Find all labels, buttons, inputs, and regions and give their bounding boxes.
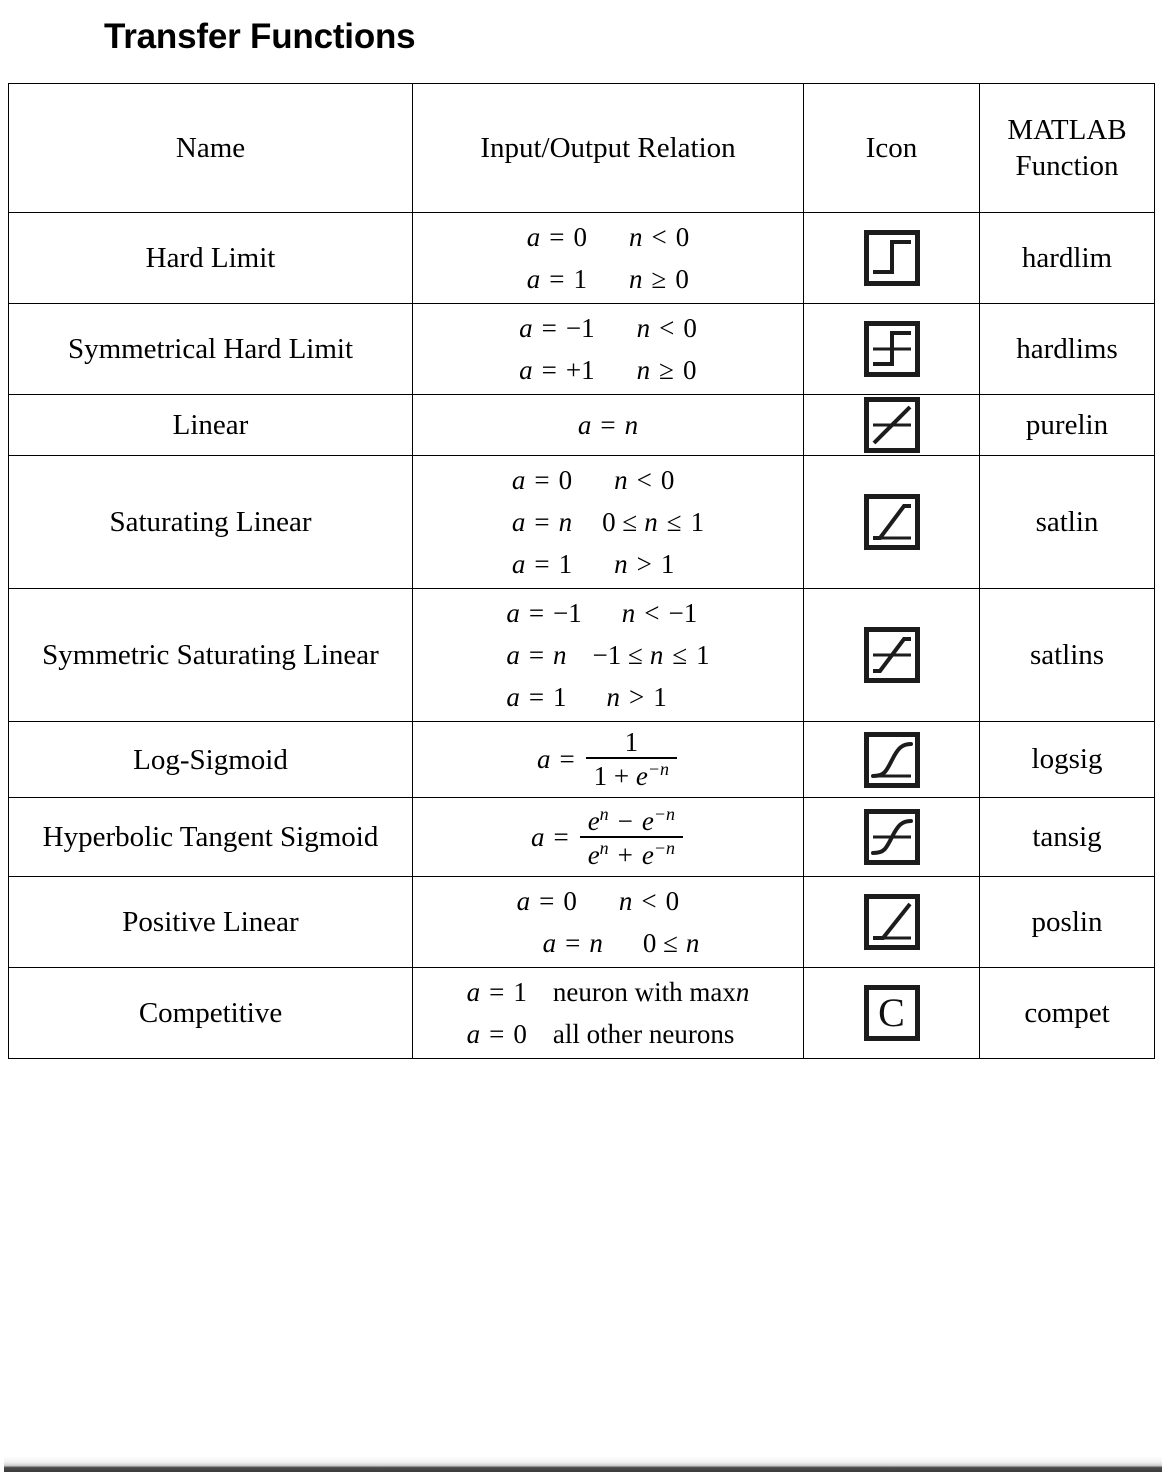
denominator-operator: + (617, 840, 633, 870)
fraction-denominator (586, 759, 677, 791)
math-op: = (489, 1018, 505, 1049)
cond-var: n (636, 354, 651, 385)
row-relation (413, 304, 804, 395)
denominator-prefix: 1 + (593, 761, 636, 791)
fraction (580, 804, 683, 870)
relation-text: neuron with max (552, 976, 736, 1007)
cond-op: < (641, 885, 657, 916)
table-row (9, 968, 1155, 1059)
math-value: 1 (558, 548, 573, 579)
math-value: 0 (563, 885, 577, 916)
tansig-sigmoid-icon (864, 809, 920, 865)
math-var: a (506, 681, 520, 712)
cond-value: 0 (675, 263, 689, 294)
math-value: 1 (513, 976, 527, 1007)
cond-var: n (629, 221, 643, 252)
row-icon (804, 304, 980, 395)
cond-var: n (649, 639, 664, 670)
denominator-base-1: e (587, 840, 600, 870)
row-name: Competitive (9, 968, 413, 1059)
cond-op: < (659, 312, 675, 343)
numerator-exponent-1: n (599, 804, 609, 824)
row-icon (804, 722, 980, 798)
cond-pre: −1 ≤ (592, 639, 643, 670)
column-header-icon: Icon (804, 84, 980, 213)
math-var: a (506, 597, 520, 628)
table-header-row (9, 84, 1155, 213)
math-value: −1 (565, 312, 595, 343)
row-relation (413, 798, 804, 877)
cond-var: n (618, 885, 633, 916)
fraction-denominator (580, 838, 683, 870)
cond-op: ≥ (659, 354, 674, 385)
row-matlab-function: hardlim (980, 213, 1155, 304)
row-matlab-function: satlin (980, 456, 1155, 589)
denominator-base: e (635, 761, 648, 791)
satlins-ramp-icon (864, 627, 920, 683)
page-title: Transfer Functions (104, 17, 416, 56)
row-matlab-function: compet (980, 968, 1155, 1059)
cond-pre: 0 ≤ (602, 506, 638, 537)
math-var: a (466, 1018, 481, 1049)
cond-value: 0 (682, 354, 697, 385)
math-value: 0 (513, 1018, 527, 1049)
cond-var: n (685, 927, 700, 958)
math-var: a (519, 354, 533, 385)
numerator-base-2: e (641, 806, 654, 836)
row-matlab-function: satlins (980, 589, 1155, 722)
row-matlab-function: hardlims (980, 304, 1155, 395)
row-matlab-function: tansig (980, 798, 1155, 877)
table-row (9, 213, 1155, 304)
cond-var: n (621, 597, 636, 628)
cond-op: > (629, 681, 645, 712)
cond-value: 0 (675, 221, 690, 252)
math-var: a (506, 639, 520, 670)
math-op: = (528, 639, 545, 670)
hardlims-step-icon (864, 321, 920, 377)
cond-var: n (606, 681, 621, 712)
logsig-sigmoid-icon (864, 732, 920, 788)
column-header-matlab-line1: MATLAB (1007, 114, 1127, 146)
math-value: −1 (553, 597, 582, 628)
math-op: = (559, 744, 575, 774)
row-relation (413, 456, 804, 589)
table-row (9, 304, 1155, 395)
row-icon (804, 213, 980, 304)
relation-text-var: n (735, 976, 750, 1007)
math-value: n (558, 506, 573, 537)
math-op: = (539, 885, 555, 916)
math-op: = (489, 976, 505, 1007)
table-row (9, 798, 1155, 877)
row-relation (413, 722, 804, 798)
cond-value: 1 (660, 548, 675, 579)
row-icon (804, 877, 980, 968)
cond-var: n (614, 548, 628, 579)
row-name: Saturating Linear (9, 456, 413, 589)
math-var: a (466, 976, 481, 1007)
math-value: 1 (573, 263, 587, 294)
math-var: a (542, 927, 557, 958)
row-relation (413, 589, 804, 722)
math-var: a (526, 221, 541, 252)
row-relation (413, 395, 804, 456)
math-op: = (565, 927, 581, 958)
math-var: a (536, 744, 551, 774)
column-header-matlab-line2: Function (1015, 150, 1119, 182)
row-icon (804, 395, 980, 456)
cond-value: 1 (653, 681, 667, 712)
math-var: a (511, 464, 526, 495)
table-row (9, 395, 1155, 456)
math-op: = (549, 221, 565, 252)
math-var: a (577, 409, 592, 440)
math-op: = (528, 681, 545, 712)
row-name: Log-Sigmoid (9, 722, 413, 798)
satlin-ramp-icon (864, 494, 920, 550)
row-matlab-function: poslin (980, 877, 1155, 968)
compet-letter-c-icon: C (864, 985, 920, 1041)
row-name: Hyperbolic Tangent Sigmoid (9, 798, 413, 877)
cond-op: > (636, 548, 652, 579)
table-row (9, 877, 1155, 968)
row-icon (804, 968, 980, 1059)
math-value: +1 (565, 354, 595, 385)
purelin-line-icon (864, 397, 920, 453)
denominator-base-2: e (641, 840, 654, 870)
cond-value: 0 (665, 885, 680, 916)
cond-value: −1 (668, 597, 698, 628)
math-var: a (516, 885, 531, 916)
numerator-operator: − (617, 806, 633, 836)
cond-var: n (614, 464, 628, 495)
cond-value: 0 (660, 464, 675, 495)
math-op: = (534, 548, 550, 579)
cond-op: ≤ (666, 506, 682, 537)
math-var: a (511, 548, 526, 579)
relation-text: all other neurons (552, 1018, 735, 1049)
cond-value: 0 (683, 312, 697, 343)
cond-op: ≤ (672, 639, 688, 670)
math-op: = (534, 464, 550, 495)
math-value: 0 (573, 221, 587, 252)
cond-op: < (644, 597, 660, 628)
table-row (9, 722, 1155, 798)
math-op: = (541, 312, 557, 343)
fraction-numerator (580, 804, 683, 836)
cond-op: < (636, 464, 652, 495)
math-op: = (549, 263, 565, 294)
numerator-exponent-2: −n (653, 804, 676, 824)
row-icon (804, 798, 980, 877)
cond-op: ≥ (651, 263, 667, 294)
cond-var: n (644, 506, 658, 537)
hardlim-step-icon (864, 230, 920, 286)
cond-var: n (636, 312, 651, 343)
denominator-exponent-1: n (599, 838, 609, 858)
row-name: Positive Linear (9, 877, 413, 968)
row-name: Hard Limit (9, 213, 413, 304)
math-var: a (530, 821, 545, 852)
math-var: a (526, 263, 541, 294)
cond-value: 1 (696, 639, 710, 670)
cond-pre: 0 ≤ (642, 927, 678, 958)
cond-value: 1 (690, 506, 705, 537)
math-value: 1 (553, 681, 567, 712)
column-header-relation: Input/Output Relation (413, 84, 804, 213)
page-left-edge (0, 0, 4, 1472)
row-relation (413, 213, 804, 304)
math-value: n (553, 639, 567, 670)
page-bottom-edge (0, 1456, 1162, 1472)
fraction-numerator: 1 (624, 727, 639, 757)
denominator-exponent-2: −n (653, 838, 676, 858)
table-row (9, 589, 1155, 722)
math-var: a (511, 506, 526, 537)
math-value: 0 (558, 464, 573, 495)
row-name: Symmetrical Hard Limit (9, 304, 413, 395)
numerator-base-1: e (587, 806, 600, 836)
denominator-exponent: −n (647, 759, 670, 779)
math-op: = (528, 597, 545, 628)
row-icon (804, 589, 980, 722)
row-name: Linear (9, 395, 413, 456)
table-row (9, 456, 1155, 589)
math-var: a (519, 312, 533, 343)
poslin-ramp-icon (864, 894, 920, 950)
math-value: n (589, 927, 603, 958)
math-op: = (553, 821, 569, 852)
math-op: = (541, 354, 557, 385)
row-icon (804, 456, 980, 589)
cond-op: < (651, 221, 667, 252)
cond-var: n (629, 263, 643, 294)
row-matlab-function: logsig (980, 722, 1155, 798)
column-header-name: Name (9, 84, 413, 213)
row-matlab-function: purelin (980, 395, 1155, 456)
fraction (586, 728, 677, 791)
transfer-functions-table (8, 83, 1155, 1059)
column-header-matlab-function (980, 84, 1155, 213)
math-value: n (624, 409, 639, 440)
row-name: Symmetric Saturating Linear (9, 589, 413, 722)
math-op: = (534, 506, 550, 537)
row-relation (413, 877, 804, 968)
math-op: = (600, 409, 616, 440)
row-relation (413, 968, 804, 1059)
